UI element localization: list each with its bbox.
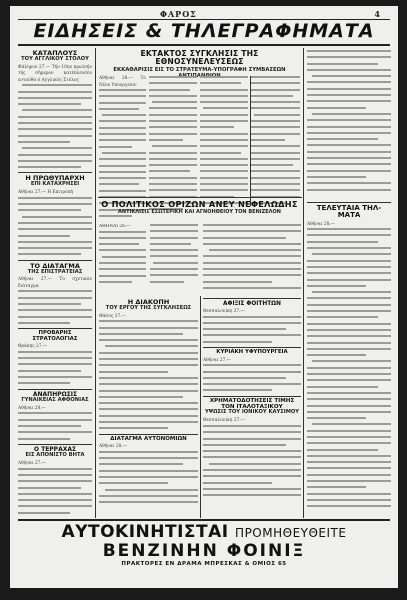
headline-stratologia: ΠΡΟΒΑΡΗΣ ΣΤΡΑΤΟΛΟΓΙΑΣ [32,330,78,342]
column-divider [200,296,201,518]
lead-diatagma-aftonomion: Αθήναι 28.— [99,444,127,450]
headline-terrachas: Ο ΤΕΡΡΑΧΑΣ [33,445,77,453]
headline-anapirosis: ΑΝΑΠΗΡΩΣΙΣ [32,390,78,398]
advert-agents: ΠΡΑΚΤΟΡΕΣ ΕΝ ΔΡΑΜΑ ΜΠΡΕΣΚΑΣ & ΟΜΙΟΣ 65 [121,561,287,567]
subhead-terrachas: ΕΙΣ ΑΠΟΝΙΣΤΟ ΒΗΤΑ [25,452,85,459]
politikos-header [99,200,300,222]
text-block [18,84,92,168]
lead-chrimatodotiseis: Θεσσαλονίκη 27.— [203,418,245,424]
lead-afixis: Θεσσαλονίκη 27.— [203,309,245,315]
subhead-anapirosis: ΓΥΝΑΙΚΕΙΑΣ ΑΦΘΟΝΙΑΣ [21,396,89,403]
diakopi-section [99,299,198,518]
main-story-col-d [251,76,300,208]
headline-diatagma-aftonomion: ΔΙΑΤΑΓΜΑ ΑΥΤΟΝΟΜΙΩΝ [110,435,187,442]
subhead-diatagma: ΤΗΣ ΕΠΙΣΤΡΑΤΕΙΑΣ [27,268,83,275]
column-4 [307,50,391,518]
lead-terrachas: Αθήναι 27.— [18,461,46,467]
column-3 [203,224,301,518]
headline-prothyp: Η ΠΡΩΘΥΠΑΡΧΗ [25,174,85,183]
text-block [18,197,92,256]
advert-headline: ΑΥΤΟΚΙΝΗΤΙΣΤΑΙ [61,522,229,542]
subhead-katapl: ΤΟΥ ΑΓΓΛΙΚΟΥ ΣΤΟΛΟΥ [21,55,89,62]
headline-ektaktos: ΕΚΤΑΚΤΟΣ ΣΥΓΚΛΗΣΙΣ ΤΗΣ ΕΘΝΟΣΥΝΕΛΕΥΣΕΩΣ [140,50,259,66]
headline-yfypourgeia: ΚΥΡΙΑΚΗ ΥΦΥΠΟΥΡΓΕΙΑ [216,349,288,356]
column-3-top-text [203,224,301,296]
benzine-advert [18,523,390,583]
subhead-politikos: ΑΝΤΙΚΛΙΣΙΣ ΕΣΩΤΕΡΙΚΗ ΚΑΙ ΑΓΝΟΗΘΕΙΟΥ ΤΟΝ ΒΕΝΙΖΕΛΟΝ [118,208,281,215]
headline-diakopi: Η ΔΙΑΚΟΠΗ [127,299,170,306]
subhead-ektaktos: ΕΚΚΑΘΑΡΙΣΙΣ ΕΙΣ ΤΟ ΣΤΡΑΤΕΥΜΑ-ΥΠΟΓΡΑΦΗ ΣΥΜΒΑΣΕΩΝ [113,66,286,73]
page-number: 4 [374,9,380,19]
main-story-col-b [149,76,197,215]
subhead-chrimatodotiseis: ΥΨΩΣΙΣ ΤΟΥ ΙΟΝΙΚΟΥ ΚΑΥΣΙΜΟΥ [204,409,300,416]
column-divider [95,48,96,518]
lead-diatagma: Αθήναι 27.— Το σχετικόν διάταγμα [18,277,92,289]
lead-katapl: Φάληρον 27.— Τήν 10ην πρωϊνήν τής σήμερον κατέπλευσεν ενταύθα ό Αγγλικός Στόλος [18,64,92,83]
text-block [18,412,92,439]
advert-brand: ΒΕΝΖΙΝΗΝ ΦΟΙΝΙΞ [102,541,306,561]
paper-name: ΦΑΡΟΣ [160,9,197,19]
advert-rule [18,519,390,521]
text-block [18,290,92,323]
lead-prothyp: Αθήναι 27.— Η Επιτροπή [18,190,73,196]
lead-stratologia: Θράκης 27.— [18,344,48,350]
subhead-diakopi: ΤΟΥ ΕΡΓΟΥ ΤΗΣ ΣΥΓΚΛΗΣΕΩΣ [105,304,192,311]
headline-afixis: ΑΦΙΞΙΣ ΦΟΙΤΗΤΩΝ [223,301,281,307]
newspaper-page [10,6,398,588]
advert-call: ΠΡΟΜΗΘΕΥΘΕΙΤΕ [235,526,347,540]
politikos-text [99,224,198,298]
headline-diatagma: ΤΟ ΔΙΑΤΑΓΜΑ [30,261,80,270]
text-block [18,468,92,518]
main-story-col-c [200,76,248,208]
lead-yfypourgeia: Αθήναι 27.— [203,357,231,363]
column-1 [18,50,92,518]
advert-line-1 [18,523,390,542]
headline-chrimatodotiseis: ΧΡΗΜΑΤΟΔΟΤΗΣΕΙΣ ΤΙΜΗΣ ΤΟΝ ΙΤΑΛΟΤΑΞΙΚΟΥ [209,397,295,410]
masthead-title: ΕΙΔΗΣΕΙΣ & ΤΗΛΕΓΡΑΦΗΜΑΤΑ [33,20,375,42]
column-divider [303,48,304,518]
lead-anapirosis: Αθήναι 28.— [18,405,46,411]
masthead-rule [18,44,390,46]
subhead-prothyp: ΕΠΙ ΚΑΤΑΧΡΗΣΕΙ [30,181,80,188]
lead-teleftaia: Αθήναι 28.— [307,221,335,227]
lead-ektaktos: Αθήναι 28.— Το Νέον Υπουργείον [99,76,146,88]
headline-politikos: Ο ΠΟΛΙΤΙΚΟΣ ΟΡΙΖΩΝ ΑΝΕΥ ΝΕΦΕΛΩΔΗΣ [101,200,298,209]
section-rule [98,197,302,198]
headline-teleftaia: ΤΕΛΕΥΤΑΙΑ ΤΗΛ-ΜΑΤΑ [316,204,382,220]
text-block [307,228,391,507]
lead-diakopi: Θάσος 27.— [99,313,126,319]
headline-katapl: ΚΑΤΑΠΛΟΥΣ [32,50,78,57]
text-block [18,351,92,384]
column-4-top-text [307,50,391,200]
lead-politikos: ΑΘΗΝΑΙ 28.— [99,224,131,229]
